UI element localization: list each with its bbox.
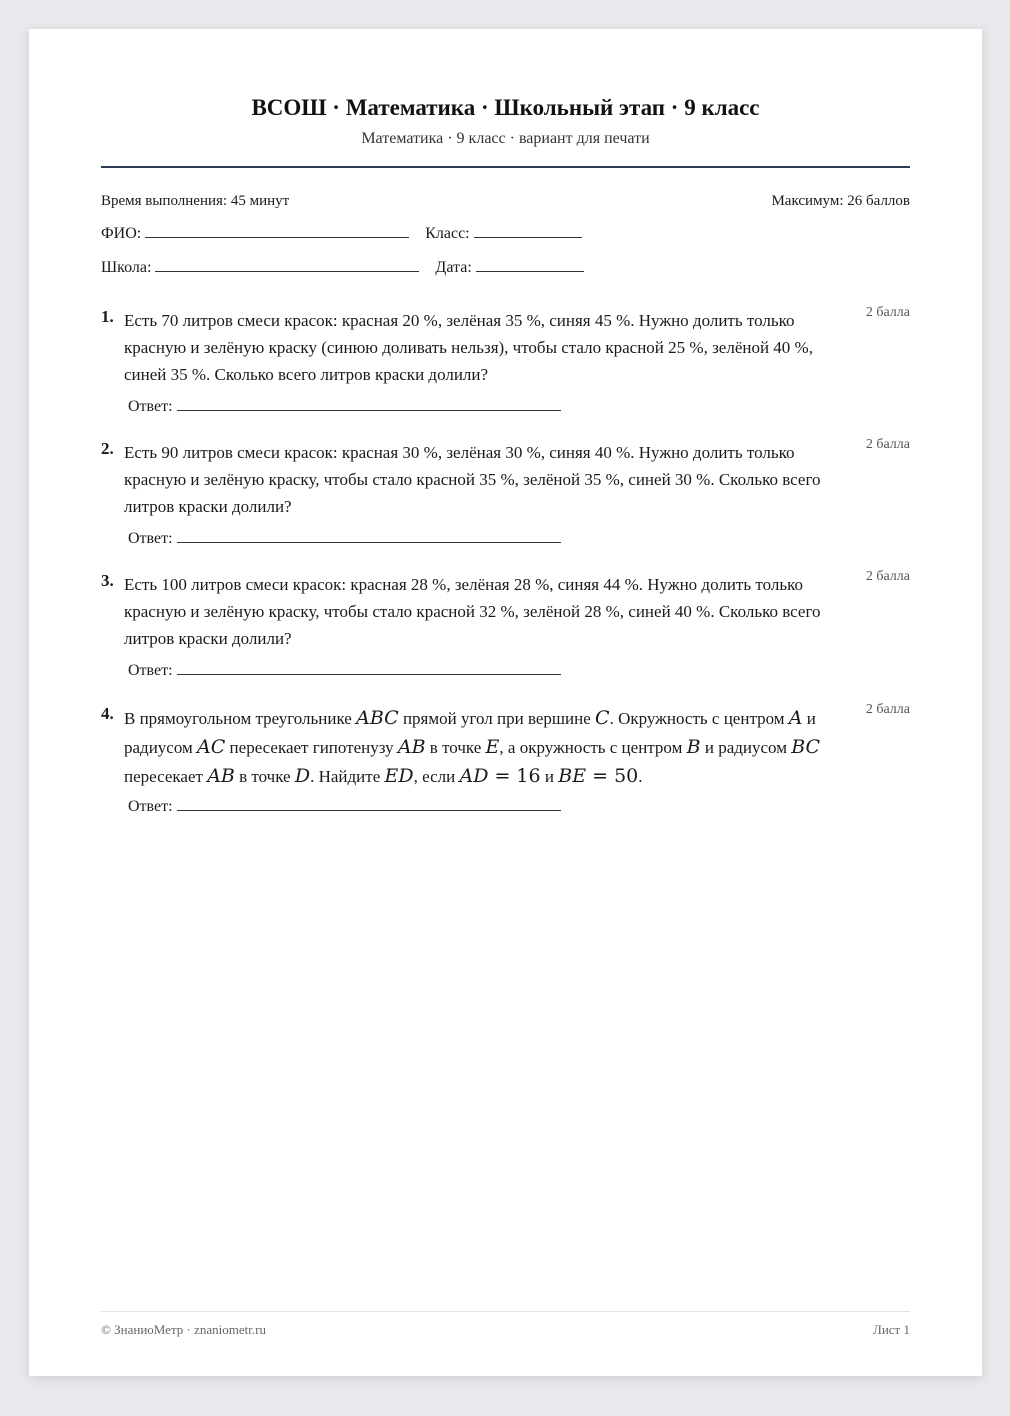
answer-label: Ответ: [128, 798, 173, 815]
problem-points: 2 балла [865, 305, 910, 320]
math-expr: AB [397, 736, 426, 758]
problem-points: 2 балла [865, 437, 910, 452]
answer-label: Ответ: [128, 398, 173, 415]
answer-row [128, 662, 561, 680]
problem-number: 2. [101, 439, 114, 458]
problem-number: 4. [101, 704, 114, 723]
school-label: Школа: [101, 259, 152, 276]
answer-label: Ответ: [128, 662, 173, 679]
header-divider [101, 166, 910, 168]
fio-field[interactable] [145, 236, 409, 238]
math-expr: AB [207, 765, 235, 787]
math-expr: E [485, 736, 500, 758]
page-subtitle: Математика · 9 класс · вариант для печати [361, 130, 650, 147]
text-part: прямой угол при вершине [398, 709, 596, 728]
math-expr: ABC [356, 707, 399, 729]
date-label: Дата: [435, 259, 472, 276]
math-expr: B [686, 736, 701, 758]
math-expr: = 50 [586, 765, 639, 787]
answer-row [128, 798, 561, 816]
answer-field[interactable] [177, 673, 561, 675]
answer-field[interactable] [177, 541, 561, 543]
page-title: ВСОШ · Математика · Школьный этап · 9 класс [251, 95, 760, 120]
answer-row [128, 398, 561, 416]
text-part: . Окружность с центром [609, 709, 789, 728]
problem-number: 3. [101, 571, 114, 590]
problem-text [124, 704, 859, 791]
text-part: пересекает [124, 767, 208, 786]
math-expr: A [788, 707, 803, 729]
problem-points: 2 балла [865, 702, 910, 717]
math-expr: ED [384, 765, 414, 787]
problem-text: Есть 70 литров смеси красок: красная 20 %, зелёная 35 %, синяя 45 %. Нужно долить только красную и зелёную краску (синюю доливать нельзя), чтобы стало красной 25 %, зелёной 40 %, синей 35 %. Сколько всего литров краски долили? [124, 311, 813, 384]
text-part: в точке [234, 767, 295, 786]
time-limit: Время выполнения: 45 минут [101, 193, 290, 209]
math-expr: D [294, 765, 311, 787]
answer-row [128, 530, 561, 548]
answer-field[interactable] [177, 409, 561, 411]
answer-label: Ответ: [128, 530, 173, 547]
text-part: В прямоугольном треугольнике [124, 709, 357, 728]
problem-text: Есть 100 литров смеси красок: красная 28 %, зелёная 28 %, синяя 44 %. Нужно долить только красную и зелёную краску, чтобы стало красной 32 %, зелёной 28 %, синей 40 %. Сколько всего литров краски долили? [124, 575, 821, 648]
problem-points: 2 балла [865, 569, 910, 584]
text-part: пересекает гипотенузу [225, 738, 398, 757]
fio-row [101, 225, 582, 243]
problem-number: 1. [101, 307, 114, 326]
problem-text: Есть 90 литров смеси красок: красная 30 %, зелёная 30 %, синяя 40 %. Нужно долить только красную и зелёную краску, чтобы стало красной 35 %, зелёной 35 %, синей 30 %. Сколько всего литров краски долили? [124, 443, 821, 516]
text-part: , если [413, 767, 460, 786]
text-part: , а окружность с центром [499, 738, 687, 757]
footer-page-number: Лист 1 [873, 1322, 910, 1337]
class-field[interactable] [474, 236, 582, 238]
math-expr: AC [197, 736, 226, 758]
school-field[interactable] [155, 270, 419, 272]
exam-sheet [29, 29, 982, 1376]
answer-field[interactable] [177, 809, 561, 811]
text-part: в точке [425, 738, 486, 757]
text-part: и радиусом [700, 738, 792, 757]
text-part: . Найдите [310, 767, 385, 786]
fio-label: ФИО: [101, 225, 142, 242]
math-expr: BC [791, 736, 821, 758]
footer-copyright: © ЗнаниоМетр · znaniometr.ru [101, 1322, 266, 1337]
max-score: Максимум: 26 баллов [771, 193, 910, 209]
text-part: и радиусом [124, 709, 816, 757]
school-row [101, 259, 584, 277]
math-expr: C [595, 707, 610, 729]
text-part: и [540, 767, 559, 786]
math-expr: = 16 [488, 765, 541, 787]
text-part: . [638, 767, 643, 786]
footer-divider [101, 1311, 910, 1312]
math-expr: BE [558, 765, 587, 787]
math-expr: AD [459, 765, 489, 787]
date-field[interactable] [476, 270, 584, 272]
class-label: Класс: [425, 225, 470, 242]
